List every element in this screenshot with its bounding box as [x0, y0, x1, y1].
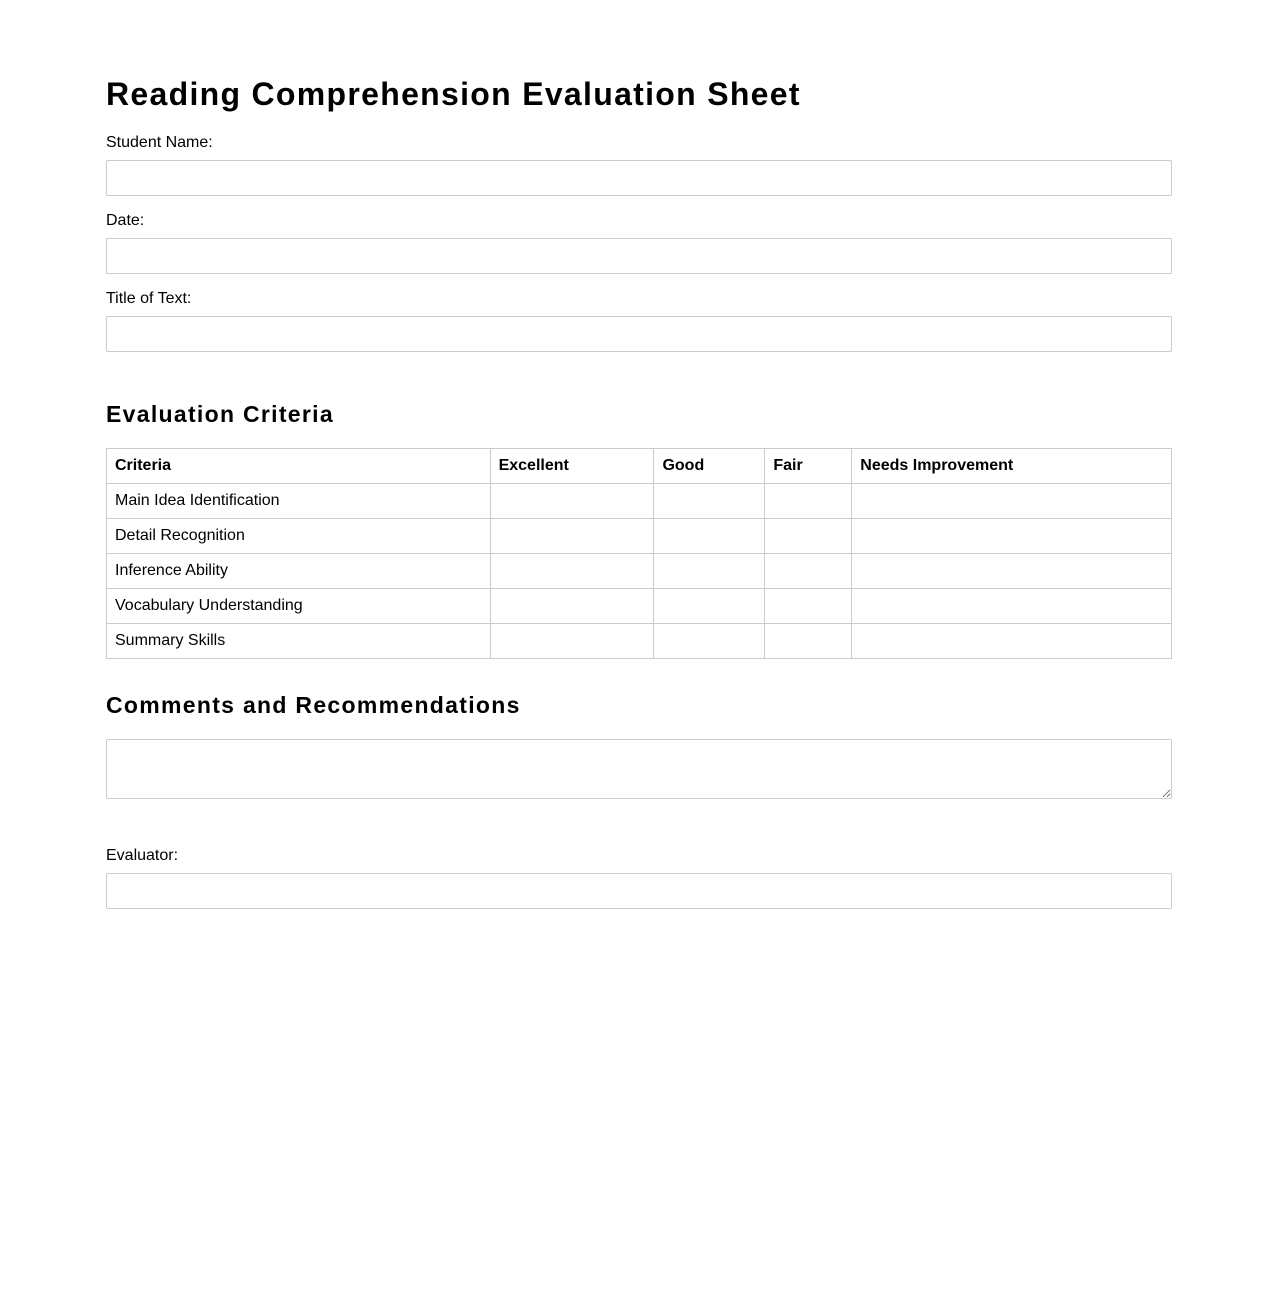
fair-cell[interactable] — [765, 589, 852, 624]
needs-improvement-cell[interactable] — [852, 519, 1172, 554]
needs-improvement-cell[interactable] — [852, 624, 1172, 659]
good-cell[interactable] — [654, 554, 765, 589]
evaluation-criteria-table — [106, 448, 1172, 659]
fair-cell[interactable] — [765, 554, 852, 589]
date-label: Date: — [106, 212, 145, 229]
evaluation-criteria-heading: Evaluation Criteria — [106, 401, 334, 427]
good-cell[interactable] — [654, 624, 765, 659]
table-row — [107, 624, 1172, 659]
evaluator-label: Evaluator: — [106, 847, 179, 864]
column-header-criteria: Criteria — [107, 449, 491, 484]
criteria-cell: Detail Recognition — [107, 519, 491, 554]
fair-cell[interactable] — [765, 519, 852, 554]
excellent-cell[interactable] — [490, 484, 654, 519]
table-row — [107, 484, 1172, 519]
table-row — [107, 589, 1172, 624]
needs-improvement-cell[interactable] — [852, 484, 1172, 519]
student-name-label: Student Name: — [106, 134, 213, 151]
evaluator-input[interactable] — [106, 873, 1172, 909]
fair-cell[interactable] — [765, 484, 852, 519]
criteria-cell: Inference Ability — [107, 554, 491, 589]
column-header-excellent: Excellent — [490, 449, 654, 484]
title-of-text-input[interactable] — [106, 316, 1172, 352]
student-name-input[interactable] — [106, 160, 1172, 196]
criteria-cell: Main Idea Identification — [107, 484, 491, 519]
column-header-fair: Fair — [765, 449, 852, 484]
excellent-cell[interactable] — [490, 519, 654, 554]
comments-textarea[interactable] — [106, 739, 1172, 799]
fair-cell[interactable] — [765, 624, 852, 659]
good-cell[interactable] — [654, 484, 765, 519]
good-cell[interactable] — [654, 589, 765, 624]
table-row — [107, 519, 1172, 554]
criteria-cell: Summary Skills — [107, 624, 491, 659]
column-header-good: Good — [654, 449, 765, 484]
date-input[interactable] — [106, 238, 1172, 274]
table-header-row — [107, 449, 1172, 484]
good-cell[interactable] — [654, 519, 765, 554]
table-row — [107, 554, 1172, 589]
excellent-cell[interactable] — [490, 554, 654, 589]
column-header-needs-improvement: Needs Improvement — [852, 449, 1172, 484]
excellent-cell[interactable] — [490, 624, 654, 659]
page-title: Reading Comprehension Evaluation Sheet — [106, 76, 801, 112]
needs-improvement-cell[interactable] — [852, 589, 1172, 624]
needs-improvement-cell[interactable] — [852, 554, 1172, 589]
excellent-cell[interactable] — [490, 589, 654, 624]
comments-heading: Comments and Recommendations — [106, 692, 521, 718]
criteria-cell: Vocabulary Understanding — [107, 589, 491, 624]
title-of-text-label: Title of Text: — [106, 290, 192, 307]
